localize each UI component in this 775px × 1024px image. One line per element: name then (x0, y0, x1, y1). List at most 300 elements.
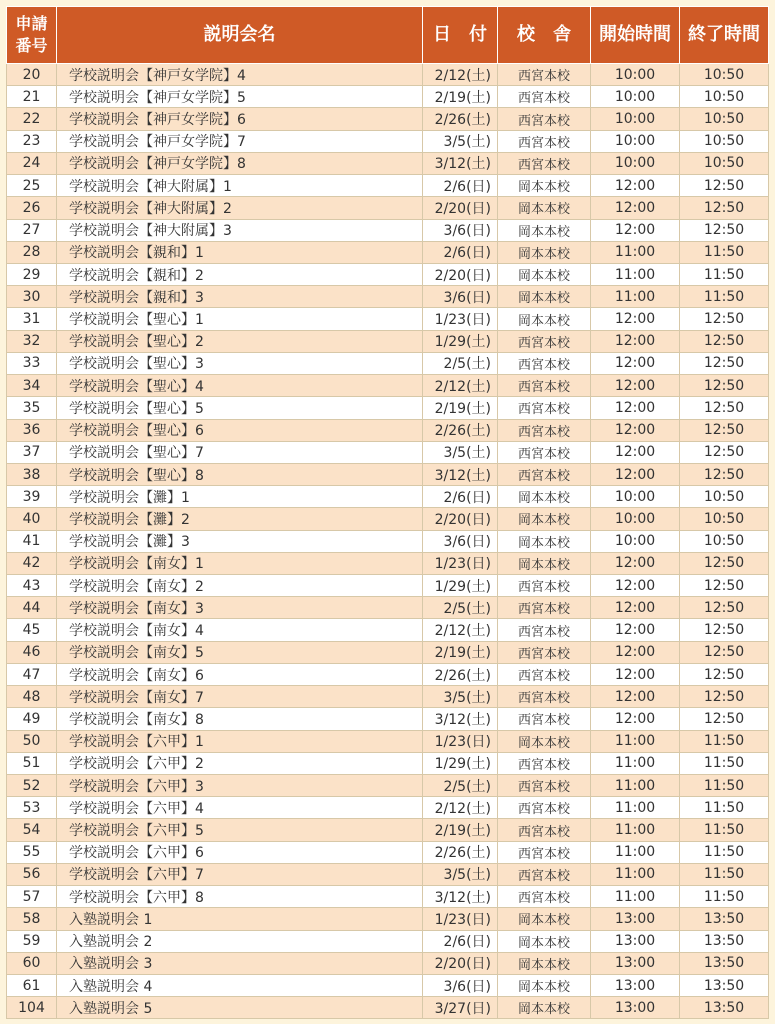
campus-cell: 岡本本校 (498, 930, 591, 952)
campus-cell: 岡本本校 (498, 730, 591, 752)
start-time-cell: 12:00 (591, 552, 680, 574)
start-time-cell: 13:00 (591, 997, 680, 1019)
campus-cell: 西宮本校 (498, 686, 591, 708)
table-row (7, 197, 769, 219)
table-row (7, 686, 769, 708)
campus-cell: 西宮本校 (498, 108, 591, 130)
date-cell: 2/19(土) (423, 819, 498, 841)
table-row (7, 886, 769, 908)
end-time-cell: 12:50 (680, 175, 769, 197)
table-row (7, 86, 769, 108)
campus-cell: 岡本本校 (498, 530, 591, 552)
campus-cell: 西宮本校 (498, 463, 591, 485)
application-number-cell: 59 (7, 930, 57, 952)
session-name-cell: 学校説明会【灘】3 (57, 530, 423, 552)
session-name-cell: 学校説明会【親和】1 (57, 241, 423, 263)
start-time-cell: 10:00 (591, 64, 680, 86)
date-cell: 2/6(日) (423, 486, 498, 508)
table-row (7, 974, 769, 996)
session-name-cell: 学校説明会【南女】5 (57, 641, 423, 663)
session-name-cell: 入塾説明会 2 (57, 930, 423, 952)
start-time-cell: 10:00 (591, 530, 680, 552)
campus-cell: 岡本本校 (498, 219, 591, 241)
table-row (7, 330, 769, 352)
start-time-cell: 12:00 (591, 219, 680, 241)
start-time-cell: 13:00 (591, 952, 680, 974)
date-cell: 3/6(日) (423, 286, 498, 308)
application-number-cell: 23 (7, 130, 57, 152)
end-time-cell: 12:50 (680, 352, 769, 374)
table-row (7, 286, 769, 308)
end-time-cell: 13:50 (680, 908, 769, 930)
campus-cell: 西宮本校 (498, 64, 591, 86)
session-name-cell: 学校説明会【六甲】8 (57, 886, 423, 908)
application-number-cell: 51 (7, 752, 57, 774)
application-number-cell: 24 (7, 152, 57, 174)
start-time-cell: 12:00 (591, 441, 680, 463)
application-number-cell: 60 (7, 952, 57, 974)
campus-cell: 岡本本校 (498, 552, 591, 574)
campus-cell: 西宮本校 (498, 130, 591, 152)
date-cell: 3/12(土) (423, 886, 498, 908)
session-name-cell: 学校説明会【六甲】2 (57, 752, 423, 774)
campus-cell: 岡本本校 (498, 908, 591, 930)
application-number-cell: 36 (7, 419, 57, 441)
campus-cell: 岡本本校 (498, 197, 591, 219)
table-row (7, 397, 769, 419)
end-time-cell: 12:50 (680, 397, 769, 419)
header-end-time: 終了時間 (680, 7, 769, 64)
end-time-cell: 12:50 (680, 463, 769, 485)
campus-cell: 西宮本校 (498, 575, 591, 597)
session-name-cell: 入塾説明会 3 (57, 952, 423, 974)
campus-cell: 西宮本校 (498, 641, 591, 663)
date-cell: 1/23(日) (423, 552, 498, 574)
session-name-cell: 学校説明会【聖心】3 (57, 352, 423, 374)
start-time-cell: 10:00 (591, 508, 680, 530)
table-row (7, 241, 769, 263)
campus-cell: 西宮本校 (498, 752, 591, 774)
table-row (7, 619, 769, 641)
table-row (7, 708, 769, 730)
application-number-cell: 40 (7, 508, 57, 530)
date-cell: 1/23(日) (423, 308, 498, 330)
date-cell: 2/6(日) (423, 175, 498, 197)
campus-cell: 西宮本校 (498, 352, 591, 374)
date-cell: 3/27(日) (423, 997, 498, 1019)
date-cell: 1/23(日) (423, 908, 498, 930)
start-time-cell: 11:00 (591, 863, 680, 885)
end-time-cell: 11:50 (680, 263, 769, 285)
session-name-cell: 学校説明会【南女】8 (57, 708, 423, 730)
date-cell: 2/26(土) (423, 841, 498, 863)
start-time-cell: 12:00 (591, 397, 680, 419)
campus-cell: 西宮本校 (498, 86, 591, 108)
date-cell: 2/26(土) (423, 419, 498, 441)
campus-cell: 西宮本校 (498, 330, 591, 352)
application-number-cell: 61 (7, 974, 57, 996)
header-application-number-label: 申請 番号 (15, 14, 48, 55)
start-time-cell: 11:00 (591, 775, 680, 797)
date-cell: 2/20(日) (423, 508, 498, 530)
end-time-cell: 12:50 (680, 419, 769, 441)
session-name-cell: 学校説明会【神戸女学院】8 (57, 152, 423, 174)
end-time-cell: 11:50 (680, 797, 769, 819)
session-name-cell: 学校説明会【灘】2 (57, 508, 423, 530)
application-number-cell: 104 (7, 997, 57, 1019)
session-name-cell: 学校説明会【六甲】7 (57, 863, 423, 885)
end-time-cell: 12:50 (680, 330, 769, 352)
table-row (7, 463, 769, 485)
application-number-cell: 21 (7, 86, 57, 108)
end-time-cell: 12:50 (680, 197, 769, 219)
start-time-cell: 12:00 (591, 619, 680, 641)
start-time-cell: 12:00 (591, 375, 680, 397)
date-cell: 1/29(土) (423, 575, 498, 597)
application-number-cell: 58 (7, 908, 57, 930)
header-campus: 校 舎 (498, 7, 591, 64)
end-time-cell: 13:50 (680, 974, 769, 996)
campus-cell: 西宮本校 (498, 863, 591, 885)
start-time-cell: 12:00 (591, 641, 680, 663)
start-time-cell: 11:00 (591, 752, 680, 774)
campus-cell: 岡本本校 (498, 952, 591, 974)
table-row (7, 952, 769, 974)
date-cell: 2/20(日) (423, 263, 498, 285)
campus-cell: 西宮本校 (498, 441, 591, 463)
application-number-cell: 55 (7, 841, 57, 863)
session-name-cell: 学校説明会【聖心】5 (57, 397, 423, 419)
application-number-cell: 45 (7, 619, 57, 641)
session-name-cell: 学校説明会【南女】3 (57, 597, 423, 619)
session-name-cell: 学校説明会【親和】2 (57, 263, 423, 285)
start-time-cell: 12:00 (591, 663, 680, 685)
table-row (7, 64, 769, 86)
campus-cell: 西宮本校 (498, 663, 591, 685)
campus-cell: 西宮本校 (498, 708, 591, 730)
start-time-cell: 10:00 (591, 86, 680, 108)
start-time-cell: 10:00 (591, 486, 680, 508)
end-time-cell: 12:50 (680, 308, 769, 330)
campus-cell: 西宮本校 (498, 375, 591, 397)
start-time-cell: 12:00 (591, 686, 680, 708)
application-number-cell: 54 (7, 819, 57, 841)
start-time-cell: 12:00 (591, 419, 680, 441)
end-time-cell: 12:50 (680, 441, 769, 463)
application-number-cell: 28 (7, 241, 57, 263)
start-time-cell: 11:00 (591, 819, 680, 841)
end-time-cell: 11:50 (680, 886, 769, 908)
end-time-cell: 11:50 (680, 819, 769, 841)
start-time-cell: 10:00 (591, 130, 680, 152)
date-cell: 3/5(土) (423, 686, 498, 708)
table-row (7, 908, 769, 930)
date-cell: 2/12(土) (423, 619, 498, 641)
start-time-cell: 12:00 (591, 308, 680, 330)
date-cell: 2/26(土) (423, 108, 498, 130)
end-time-cell: 10:50 (680, 64, 769, 86)
application-number-cell: 33 (7, 352, 57, 374)
table-row (7, 797, 769, 819)
application-number-cell: 42 (7, 552, 57, 574)
start-time-cell: 11:00 (591, 286, 680, 308)
table-row (7, 641, 769, 663)
date-cell: 3/5(土) (423, 441, 498, 463)
application-number-cell: 35 (7, 397, 57, 419)
date-cell: 3/5(土) (423, 130, 498, 152)
end-time-cell: 10:50 (680, 508, 769, 530)
table-row (7, 930, 769, 952)
end-time-cell: 11:50 (680, 863, 769, 885)
application-number-cell: 26 (7, 197, 57, 219)
date-cell: 2/6(日) (423, 241, 498, 263)
campus-cell: 岡本本校 (498, 241, 591, 263)
table-row (7, 730, 769, 752)
end-time-cell: 12:50 (680, 619, 769, 641)
end-time-cell: 10:50 (680, 86, 769, 108)
session-name-cell: 学校説明会【神大附属】1 (57, 175, 423, 197)
end-time-cell: 11:50 (680, 775, 769, 797)
start-time-cell: 12:00 (591, 575, 680, 597)
end-time-cell: 11:50 (680, 730, 769, 752)
session-name-cell: 学校説明会【六甲】5 (57, 819, 423, 841)
header-session-name: 説明会名 (57, 7, 423, 64)
campus-cell: 岡本本校 (498, 997, 591, 1019)
start-time-cell: 11:00 (591, 241, 680, 263)
start-time-cell: 12:00 (591, 175, 680, 197)
application-number-cell: 38 (7, 463, 57, 485)
campus-cell: 岡本本校 (498, 175, 591, 197)
session-name-cell: 学校説明会【六甲】1 (57, 730, 423, 752)
end-time-cell: 12:50 (680, 663, 769, 685)
campus-cell: 西宮本校 (498, 797, 591, 819)
application-number-cell: 27 (7, 219, 57, 241)
date-cell: 2/6(日) (423, 930, 498, 952)
session-name-cell: 入塾説明会 5 (57, 997, 423, 1019)
date-cell: 2/19(土) (423, 86, 498, 108)
table-body (7, 64, 769, 1019)
table-row (7, 175, 769, 197)
start-time-cell: 12:00 (591, 330, 680, 352)
application-number-cell: 47 (7, 663, 57, 685)
date-cell: 2/20(日) (423, 197, 498, 219)
session-name-cell: 学校説明会【神大附属】3 (57, 219, 423, 241)
application-number-cell: 53 (7, 797, 57, 819)
table-row (7, 597, 769, 619)
session-name-cell: 学校説明会【神戸女学院】4 (57, 64, 423, 86)
campus-cell: 岡本本校 (498, 508, 591, 530)
start-time-cell: 13:00 (591, 974, 680, 996)
end-time-cell: 12:50 (680, 219, 769, 241)
start-time-cell: 10:00 (591, 152, 680, 174)
end-time-cell: 10:50 (680, 530, 769, 552)
application-number-cell: 20 (7, 64, 57, 86)
table-row (7, 130, 769, 152)
table-row (7, 419, 769, 441)
campus-cell: 西宮本校 (498, 819, 591, 841)
campus-cell: 西宮本校 (498, 775, 591, 797)
start-time-cell: 10:00 (591, 108, 680, 130)
date-cell: 1/23(日) (423, 730, 498, 752)
campus-cell: 西宮本校 (498, 841, 591, 863)
session-name-cell: 入塾説明会 4 (57, 974, 423, 996)
date-cell: 3/6(日) (423, 974, 498, 996)
table-row (7, 841, 769, 863)
table-row (7, 819, 769, 841)
session-name-cell: 学校説明会【親和】3 (57, 286, 423, 308)
session-name-cell: 学校説明会【神戸女学院】5 (57, 86, 423, 108)
application-number-cell: 39 (7, 486, 57, 508)
end-time-cell: 11:50 (680, 752, 769, 774)
session-name-cell: 学校説明会【神大附属】2 (57, 197, 423, 219)
start-time-cell: 11:00 (591, 797, 680, 819)
start-time-cell: 12:00 (591, 597, 680, 619)
end-time-cell: 10:50 (680, 486, 769, 508)
campus-cell: 西宮本校 (498, 886, 591, 908)
campus-cell: 岡本本校 (498, 486, 591, 508)
application-number-cell: 32 (7, 330, 57, 352)
campus-cell: 西宮本校 (498, 619, 591, 641)
date-cell: 3/5(土) (423, 863, 498, 885)
table-row (7, 508, 769, 530)
session-name-cell: 学校説明会【神戸女学院】6 (57, 108, 423, 130)
session-name-cell: 学校説明会【六甲】3 (57, 775, 423, 797)
date-cell: 2/5(土) (423, 352, 498, 374)
start-time-cell: 12:00 (591, 197, 680, 219)
schedule-table-wrapper (6, 6, 768, 1019)
start-time-cell: 13:00 (591, 908, 680, 930)
end-time-cell: 13:50 (680, 952, 769, 974)
table-row (7, 530, 769, 552)
end-time-cell: 12:50 (680, 708, 769, 730)
date-cell: 3/6(日) (423, 219, 498, 241)
session-name-cell: 学校説明会【南女】1 (57, 552, 423, 574)
table-row (7, 441, 769, 463)
date-cell: 2/12(土) (423, 64, 498, 86)
application-number-cell: 43 (7, 575, 57, 597)
session-name-cell: 学校説明会【六甲】4 (57, 797, 423, 819)
application-number-cell: 31 (7, 308, 57, 330)
application-number-cell: 37 (7, 441, 57, 463)
table-row (7, 552, 769, 574)
date-cell: 1/29(土) (423, 330, 498, 352)
date-cell: 2/26(土) (423, 663, 498, 685)
session-name-cell: 学校説明会【神戸女学院】7 (57, 130, 423, 152)
campus-cell: 岡本本校 (498, 974, 591, 996)
header-application-number (7, 7, 57, 64)
session-name-cell: 学校説明会【聖心】4 (57, 375, 423, 397)
table-row (7, 375, 769, 397)
start-time-cell: 12:00 (591, 708, 680, 730)
table-row (7, 108, 769, 130)
session-name-cell: 入塾説明会 1 (57, 908, 423, 930)
session-name-cell: 学校説明会【灘】1 (57, 486, 423, 508)
campus-cell: 岡本本校 (498, 263, 591, 285)
application-number-cell: 50 (7, 730, 57, 752)
table-row (7, 663, 769, 685)
application-number-cell: 25 (7, 175, 57, 197)
start-time-cell: 11:00 (591, 886, 680, 908)
session-name-cell: 学校説明会【南女】2 (57, 575, 423, 597)
application-number-cell: 52 (7, 775, 57, 797)
application-number-cell: 56 (7, 863, 57, 885)
session-name-cell: 学校説明会【聖心】7 (57, 441, 423, 463)
session-name-cell: 学校説明会【聖心】6 (57, 419, 423, 441)
table-row (7, 352, 769, 374)
date-cell: 3/6(日) (423, 530, 498, 552)
date-cell: 3/12(土) (423, 463, 498, 485)
application-number-cell: 44 (7, 597, 57, 619)
campus-cell: 岡本本校 (498, 308, 591, 330)
start-time-cell: 12:00 (591, 352, 680, 374)
application-number-cell: 57 (7, 886, 57, 908)
application-number-cell: 22 (7, 108, 57, 130)
table-row (7, 219, 769, 241)
end-time-cell: 12:50 (680, 686, 769, 708)
date-cell: 2/19(土) (423, 397, 498, 419)
application-number-cell: 41 (7, 530, 57, 552)
date-cell: 3/12(土) (423, 152, 498, 174)
end-time-cell: 12:50 (680, 552, 769, 574)
campus-cell: 西宮本校 (498, 152, 591, 174)
session-name-cell: 学校説明会【聖心】1 (57, 308, 423, 330)
session-name-cell: 学校説明会【聖心】8 (57, 463, 423, 485)
campus-cell: 西宮本校 (498, 397, 591, 419)
session-name-cell: 学校説明会【南女】4 (57, 619, 423, 641)
table-row (7, 863, 769, 885)
session-name-cell: 学校説明会【聖心】2 (57, 330, 423, 352)
date-cell: 2/12(土) (423, 375, 498, 397)
application-number-cell: 34 (7, 375, 57, 397)
end-time-cell: 12:50 (680, 597, 769, 619)
application-number-cell: 29 (7, 263, 57, 285)
start-time-cell: 13:00 (591, 930, 680, 952)
start-time-cell: 11:00 (591, 263, 680, 285)
table-row (7, 775, 769, 797)
end-time-cell: 11:50 (680, 286, 769, 308)
date-cell: 2/20(日) (423, 952, 498, 974)
start-time-cell: 11:00 (591, 730, 680, 752)
application-number-cell: 30 (7, 286, 57, 308)
campus-cell: 西宮本校 (498, 419, 591, 441)
date-cell: 2/5(土) (423, 775, 498, 797)
end-time-cell: 13:50 (680, 930, 769, 952)
end-time-cell: 10:50 (680, 108, 769, 130)
date-cell: 2/5(土) (423, 597, 498, 619)
application-number-cell: 48 (7, 686, 57, 708)
campus-cell: 岡本本校 (498, 286, 591, 308)
end-time-cell: 13:50 (680, 997, 769, 1019)
application-number-cell: 46 (7, 641, 57, 663)
header-date: 日 付 (423, 7, 498, 64)
end-time-cell: 11:50 (680, 841, 769, 863)
header-start-time: 開始時間 (591, 7, 680, 64)
table-row (7, 997, 769, 1019)
session-name-cell: 学校説明会【南女】7 (57, 686, 423, 708)
date-cell: 3/12(土) (423, 708, 498, 730)
start-time-cell: 11:00 (591, 841, 680, 863)
campus-cell: 西宮本校 (498, 597, 591, 619)
briefing-schedule-table (6, 6, 769, 1019)
table-row (7, 263, 769, 285)
end-time-cell: 12:50 (680, 375, 769, 397)
end-time-cell: 12:50 (680, 575, 769, 597)
table-header-row (7, 7, 769, 64)
date-cell: 2/19(土) (423, 641, 498, 663)
date-cell: 2/12(土) (423, 797, 498, 819)
table-row (7, 486, 769, 508)
end-time-cell: 10:50 (680, 152, 769, 174)
